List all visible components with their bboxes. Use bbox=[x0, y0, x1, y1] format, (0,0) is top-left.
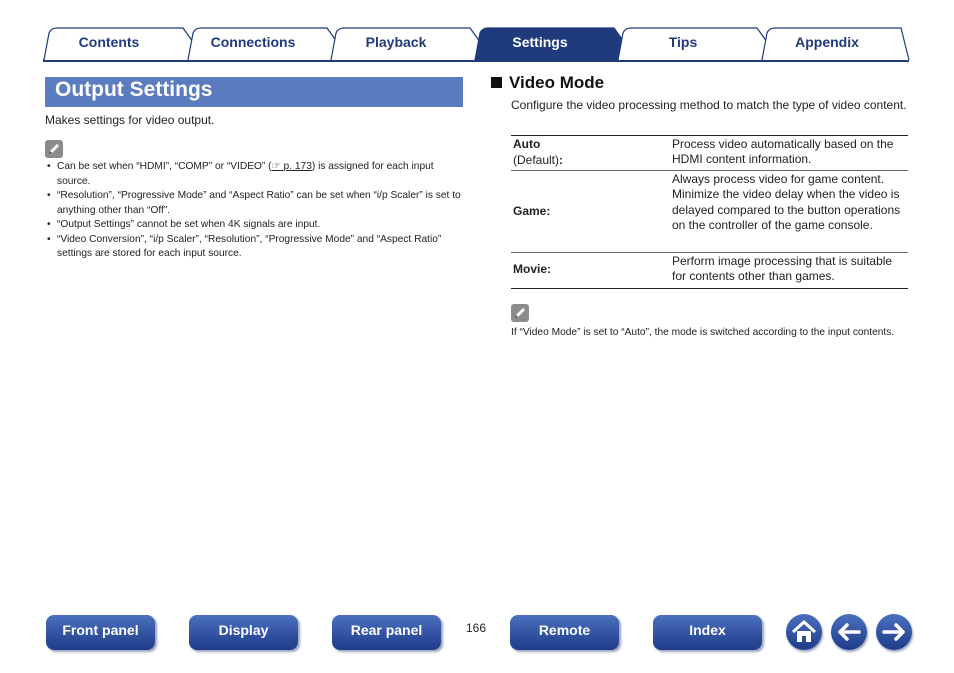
section-heading bbox=[491, 73, 604, 93]
note-item: • “Output Settings” cannot be set when 4K signals are input. bbox=[45, 218, 465, 233]
tab-appendix[interactable] bbox=[761, 27, 909, 60]
option-name: Auto bbox=[513, 137, 541, 151]
note-text: Can be set when “HDMI”, “COMP” or “VIDEO” ( bbox=[57, 161, 272, 172]
tab-playback[interactable] bbox=[330, 27, 478, 60]
tab-contents[interactable] bbox=[43, 27, 191, 60]
back-arrow-icon[interactable] bbox=[831, 614, 867, 650]
option-description: Perform image processing that is suitable for contents other than games. bbox=[672, 254, 893, 284]
button-label: Index bbox=[689, 622, 726, 638]
tab-tips[interactable] bbox=[617, 27, 765, 60]
forward-arrow-icon[interactable] bbox=[876, 614, 912, 650]
front-panel-button[interactable] bbox=[46, 615, 155, 650]
home-icon[interactable] bbox=[786, 614, 822, 650]
note-item bbox=[45, 160, 465, 189]
option-description: Process video automatically based on the HDMI content information. bbox=[672, 137, 894, 167]
video-mode-note: If “Video Mode” is set to “Auto”, the mode is switched according to the input contents. bbox=[511, 327, 895, 338]
button-label: Front panel bbox=[62, 622, 139, 638]
tab-label: Contents bbox=[78, 34, 140, 50]
table-row bbox=[511, 171, 908, 253]
page-number: 166 bbox=[466, 621, 487, 635]
link-text: p. 173 bbox=[283, 161, 312, 172]
rear-panel-button[interactable] bbox=[332, 615, 441, 650]
option-cell: Auto (Default): bbox=[513, 137, 564, 167]
reference-link[interactable] bbox=[272, 161, 312, 172]
button-label: Rear panel bbox=[350, 622, 423, 638]
button-label: Remote bbox=[538, 622, 591, 638]
hand-pointer-icon: ☞ bbox=[271, 161, 281, 172]
tab-label: Playback bbox=[365, 34, 427, 50]
table-row bbox=[511, 253, 908, 289]
note-text: ) is assigned for each input source. bbox=[57, 161, 434, 187]
option-default: (Default) bbox=[513, 152, 560, 167]
note-item: • “Resolution”, “Progressive Mode” and “Aspect Ratio” can be set when “i/p Scaler” is set to anything other than “Off”. bbox=[45, 189, 465, 218]
table-row bbox=[511, 136, 908, 171]
index-button[interactable] bbox=[653, 615, 762, 650]
option-cell: Game: bbox=[513, 204, 551, 218]
pencil-icon bbox=[511, 304, 529, 322]
video-mode-table bbox=[511, 135, 908, 289]
page-title: Output Settings bbox=[55, 78, 213, 101]
square-bullet-icon bbox=[491, 77, 502, 88]
notes-list bbox=[45, 160, 465, 262]
option-description: Always process video for game content. Minimize the video delay when the video is delayed compared to the button operations on the controller of the game console. bbox=[672, 172, 901, 232]
intro-text: Makes settings for video output. bbox=[45, 113, 215, 127]
pencil-icon bbox=[45, 140, 63, 158]
tab-label: Tips bbox=[668, 34, 698, 50]
tab-bar bbox=[0, 0, 954, 64]
tab-label: Appendix bbox=[795, 34, 859, 50]
option-cell: Movie: bbox=[513, 262, 552, 276]
button-label: Display bbox=[218, 622, 269, 638]
tab-label: Connections bbox=[210, 34, 296, 50]
display-button[interactable] bbox=[189, 615, 298, 650]
tab-connections[interactable] bbox=[187, 27, 335, 60]
heading-text: Video Mode bbox=[509, 73, 605, 92]
option-name: Game bbox=[513, 204, 547, 218]
remote-button[interactable] bbox=[510, 615, 619, 650]
section-title-bar bbox=[45, 77, 463, 107]
note-item: • “Video Conversion”, “i/p Scaler”, “Resolution”, “Progressive Mode” and “Aspect Ratio” settings are stored for each input source. bbox=[45, 233, 465, 262]
option-name: Movie bbox=[513, 262, 548, 276]
tab-label: Settings bbox=[512, 34, 568, 50]
section-description: Configure the video processing method to match the type of video content. bbox=[511, 98, 907, 112]
tab-settings[interactable] bbox=[474, 27, 622, 60]
